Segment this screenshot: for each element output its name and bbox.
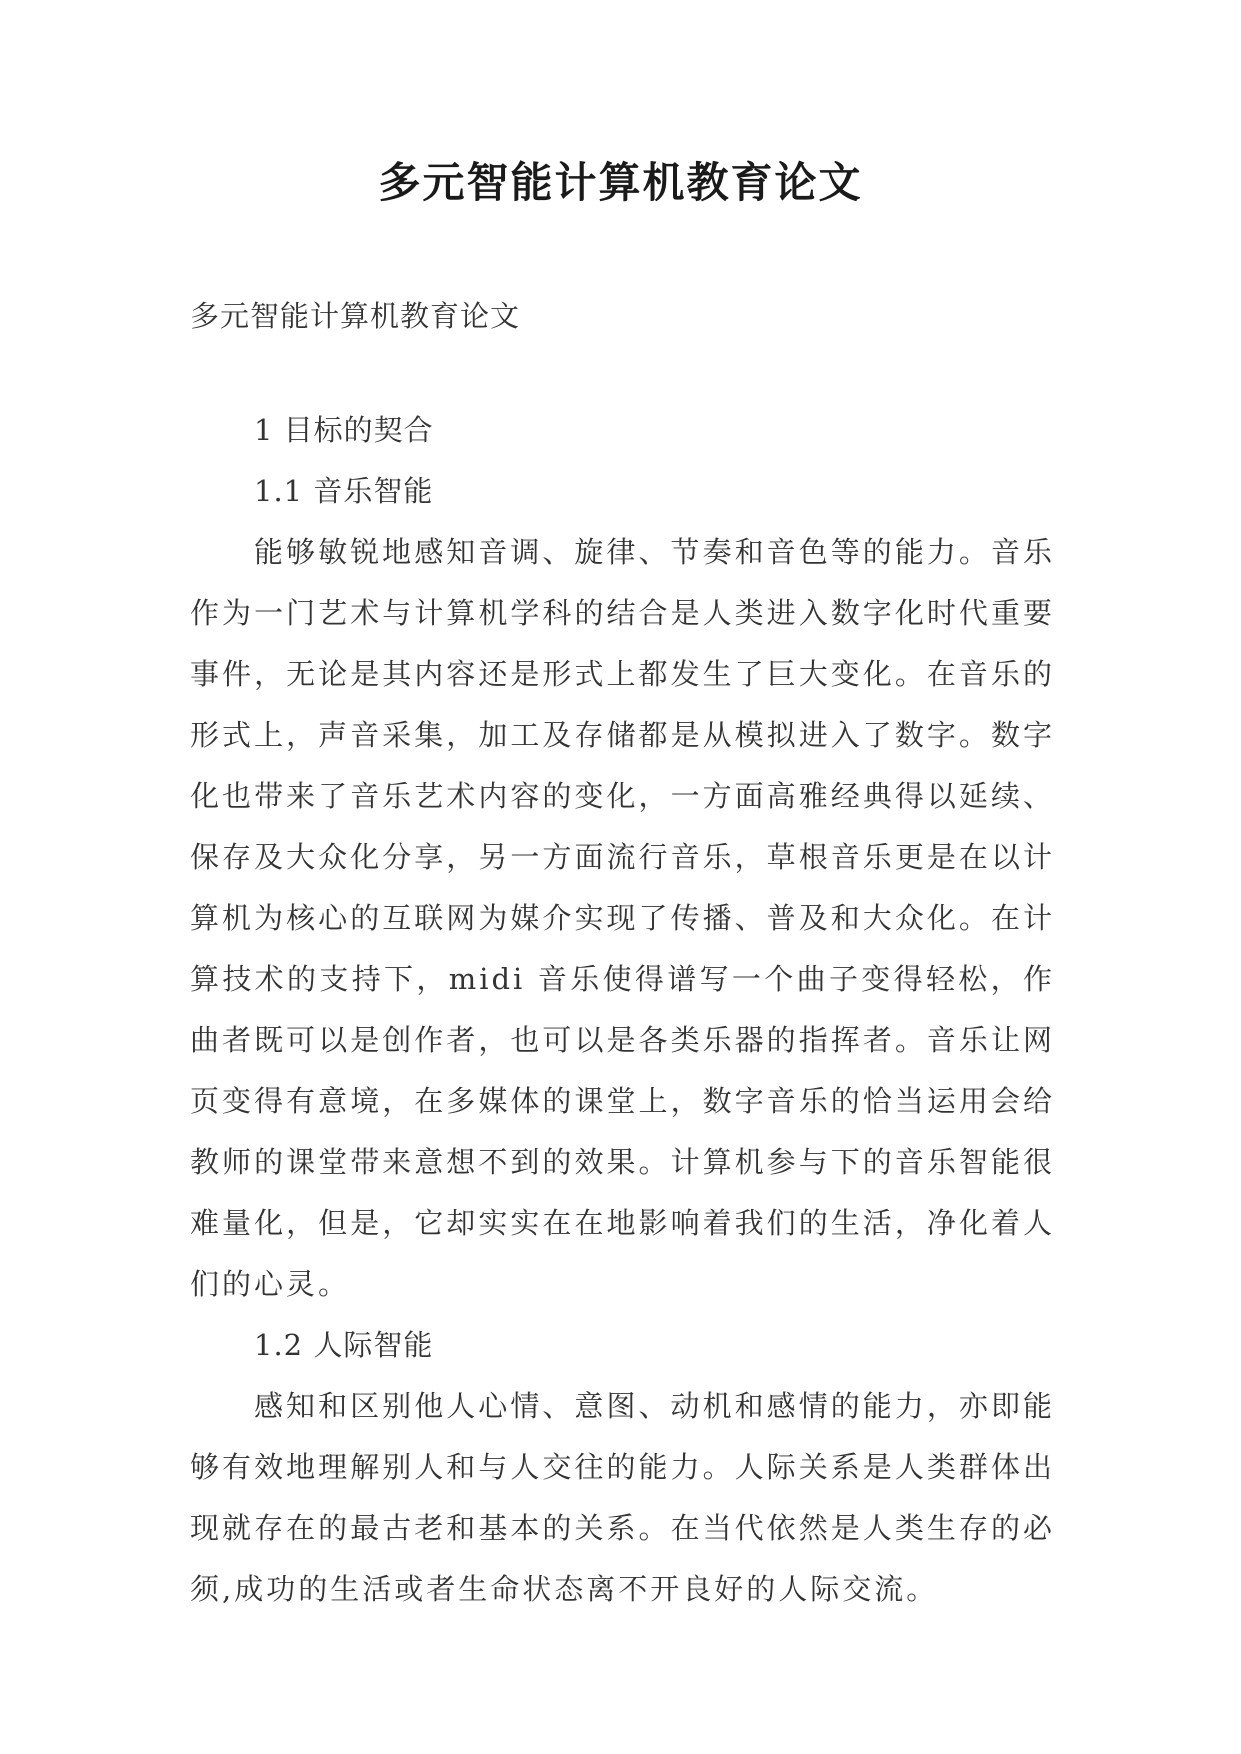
body-paragraph: 能够敏锐地感知音调、旋律、节奏和音色等的能力。音乐作为一门艺术与计算机学科的结合是人类进入数字化时代重要事件，无论是其内容还是形式上都发生了巨大变化。在音乐的形式上，声音采集，加工及存储都是从模拟进入了数字。数字化也带来了音乐艺术内容的变化，一方面高雅经典得以延续、保存及大众化分享，另一方面流行音乐，草根音乐更是在以计算机为核心的互联网为媒介实现了传播、普及和大众化。在计算技术的支持下，midi 音乐使得谱写一个曲子变得轻松，作曲者既可以是创作者，也可以是各类乐器的指挥者。音乐让网页变得有意境，在多媒体的课堂上，数字音乐的恰当运用会给教师的课堂带来意想不到的效果。计算机参与下的音乐智能很难量化，但是，它却实实在在地影响着我们的生活，净化着人们的心灵。: [190, 535, 1055, 1301]
section-heading: 1 目标的契合: [254, 413, 434, 447]
document-subtitle: 多元智能计算机教育论文: [190, 299, 521, 333]
body-paragraph: 感知和区别他人心情、意图、动机和感情的能力，亦即能够有效地理解别人和与人交往的能力。人际关系是人类群体出现就存在的最古老和基本的关系。在当代依然是人类生存的必须,成功的生活或者生命状态离不开良好的人际交流。: [190, 1389, 1055, 1606]
subsection-heading: 1.2 人际智能: [254, 1328, 434, 1362]
document-title: 多元智能计算机教育论文: [378, 158, 863, 207]
document-body: [190, 400, 1055, 1620]
subsection-heading: 1.1 音乐智能: [254, 474, 434, 508]
